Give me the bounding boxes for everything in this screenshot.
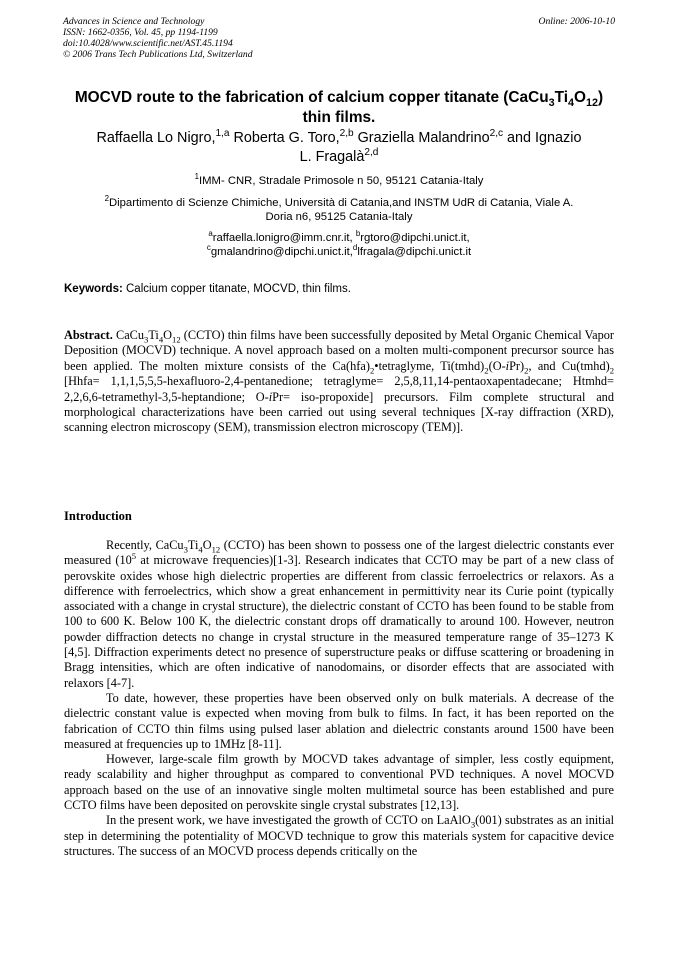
author-emails: $^a$raffaella.lonigro@imm.cnr.it, $^b$rgtoro@dipchi.unict.it, $^c$gmalandrino@dipchi.unict.it,$^d$lfragala@dipchi.unict.it (206, 229, 472, 258)
keywords-label: Keywords: (64, 283, 123, 295)
journal-issn: ISSN: 1662-0356, Vol. 45, pp 1194-1199 (63, 27, 218, 38)
title-line-2: thin films. (302, 109, 376, 126)
title-line-1: MOCVD route to the fabrication of calcium copper titanate $(CaCu_3Ti_4O_{12})$ (74, 89, 604, 110)
journal-name: Advances in Science and Technology (63, 16, 205, 27)
email-link[interactable]: rgtoro@dipchi.unict.it, (360, 232, 470, 244)
section-heading-introduction: Introduction (64, 509, 132, 523)
journal-copyright: © 2006 Trans Tech Publications Ltd, Switzerland (63, 49, 253, 60)
introduction-body (64, 538, 614, 859)
email-link[interactable]: raffaella.lonigro@imm.cnr.it, (212, 232, 356, 244)
paragraph: However, large-scale film growth by MOCVD takes advantage of simpler, less costly equipment, ready scalability and higher throughput as compared to conventional PVD techniques. A novel MOCVD approach based on the use of an innovative single molten multimetal source has been established and pure CCTO films have been deposited on perovskite single crystal substrates [12,13]. (64, 752, 614, 813)
keywords: Keywords: Calcium copper titanate, MOCVD, thin films. (64, 283, 351, 295)
paper-title (60, 88, 618, 128)
abstract-label: Abstract. (64, 328, 113, 342)
affiliation-1: $^1$IMM- CNR, Stradale Primosole n 50, 95121 Catania-Italy (194, 172, 484, 187)
paragraph: In the present work, we have investigated the growth of CCTO on LaAlO$_3$(001) substrates as an initial step in determining the potentiality of MOCVD technique to grow this materials system for capacitive device structures. The success of an MOCVD process depends critically on the (64, 813, 614, 858)
affiliation-2: $^2$Dipartimento di Scienze Chimiche, Università di Catania,and INSTM UdR di Catania, Viale A. Doria n6, 95125 Catania-Italy (104, 194, 574, 223)
online-date: Online: 2006-10-10 (538, 16, 615, 27)
abstract: Abstract. $CaCu_3Ti_4O_{12}$ (CCTO) thin films have been successfully deposited by Metal Organic Chemical Vapor Deposition (MOCVD) technique. A novel approach based on a molten multi-component precursor source has been applied. The molten mixture consists of the $Ca(hfa)_2•tetraglyme$, $Ti(tmhd)_2(O-iPr)_2$, and $Cu(tmhd)_2$ [Hhfa= 1,1,1,5,5,5-hexafluoro-2,4-pentanedione; tetraglyme= 2,5,8,11,14-pentaoxapentadecane; Htmhd= 2,2,6,6-tetramethyl-3,5-heptandione; O-iPr= iso-propoxide] precursors. Film complete structural and morphological characterizations have been carried out using several techniques [X-ray diffraction (XRD), scanning electron microscopy (SEM), transmission electron microscopy (TEM)]. (64, 328, 615, 435)
email-link[interactable]: lfragala@dipchi.unict.it (357, 246, 472, 258)
author-list: Raffaella Lo Nigro,$^{1,a}$ Roberta G. Toro,$^{2,b}$ Graziella Malandrino$^{2,c}$ and Ignazio L. Fragalà$^{2,d}$ (96, 128, 582, 165)
journal-info (63, 16, 253, 60)
email-link[interactable]: gmalandrino@dipchi.unict.it, (210, 246, 353, 258)
journal-doi: doi:10.4028/www.scientific.net/AST.45.1194 (63, 38, 233, 49)
paragraph: To date, however, these properties have been observed only on bulk materials. A decrease of the dielectric constant value is expected when moving from bulk to films. In fact, it has been reported on the fabrication of CCTO thin films using pulsed laser ablation and dielectric constants around 1500 have been measured at frequencies up to 1MHz [8-11]. (64, 690, 614, 751)
paragraph: Recently, $CaCu_3Ti_4O_{12}$ (CCTO) has been shown to possess one of the largest dielectric constants ever measured ($10^5$ at microwave frequencies)[1-3]. Research indicates that CCTO may be part of a new class of perovskite oxides whose high dielectric properties are different from classic ferroelectrics or relaxors. As a difference with ferroelectrics, which show a great enhancement in permittivity near its Curie point (typically associated with a change in crystal structure), the dielectric constant of CCTO has been found to be stable from 100 to 600 K. Below 100 K, the dielectric constant drops off dramatically to around 100. However, neutron powder diffraction detects no change in crystal structure in the measured temperature range of 35–1273 K [4,5]. Diffraction experiments detect no presence of superstructure peaks or diffuse scattering or broadening in Bragg intensities, which are often indicative of nanodomains, or disorder effects that are associated with relaxors [4-7]. (64, 538, 614, 690)
